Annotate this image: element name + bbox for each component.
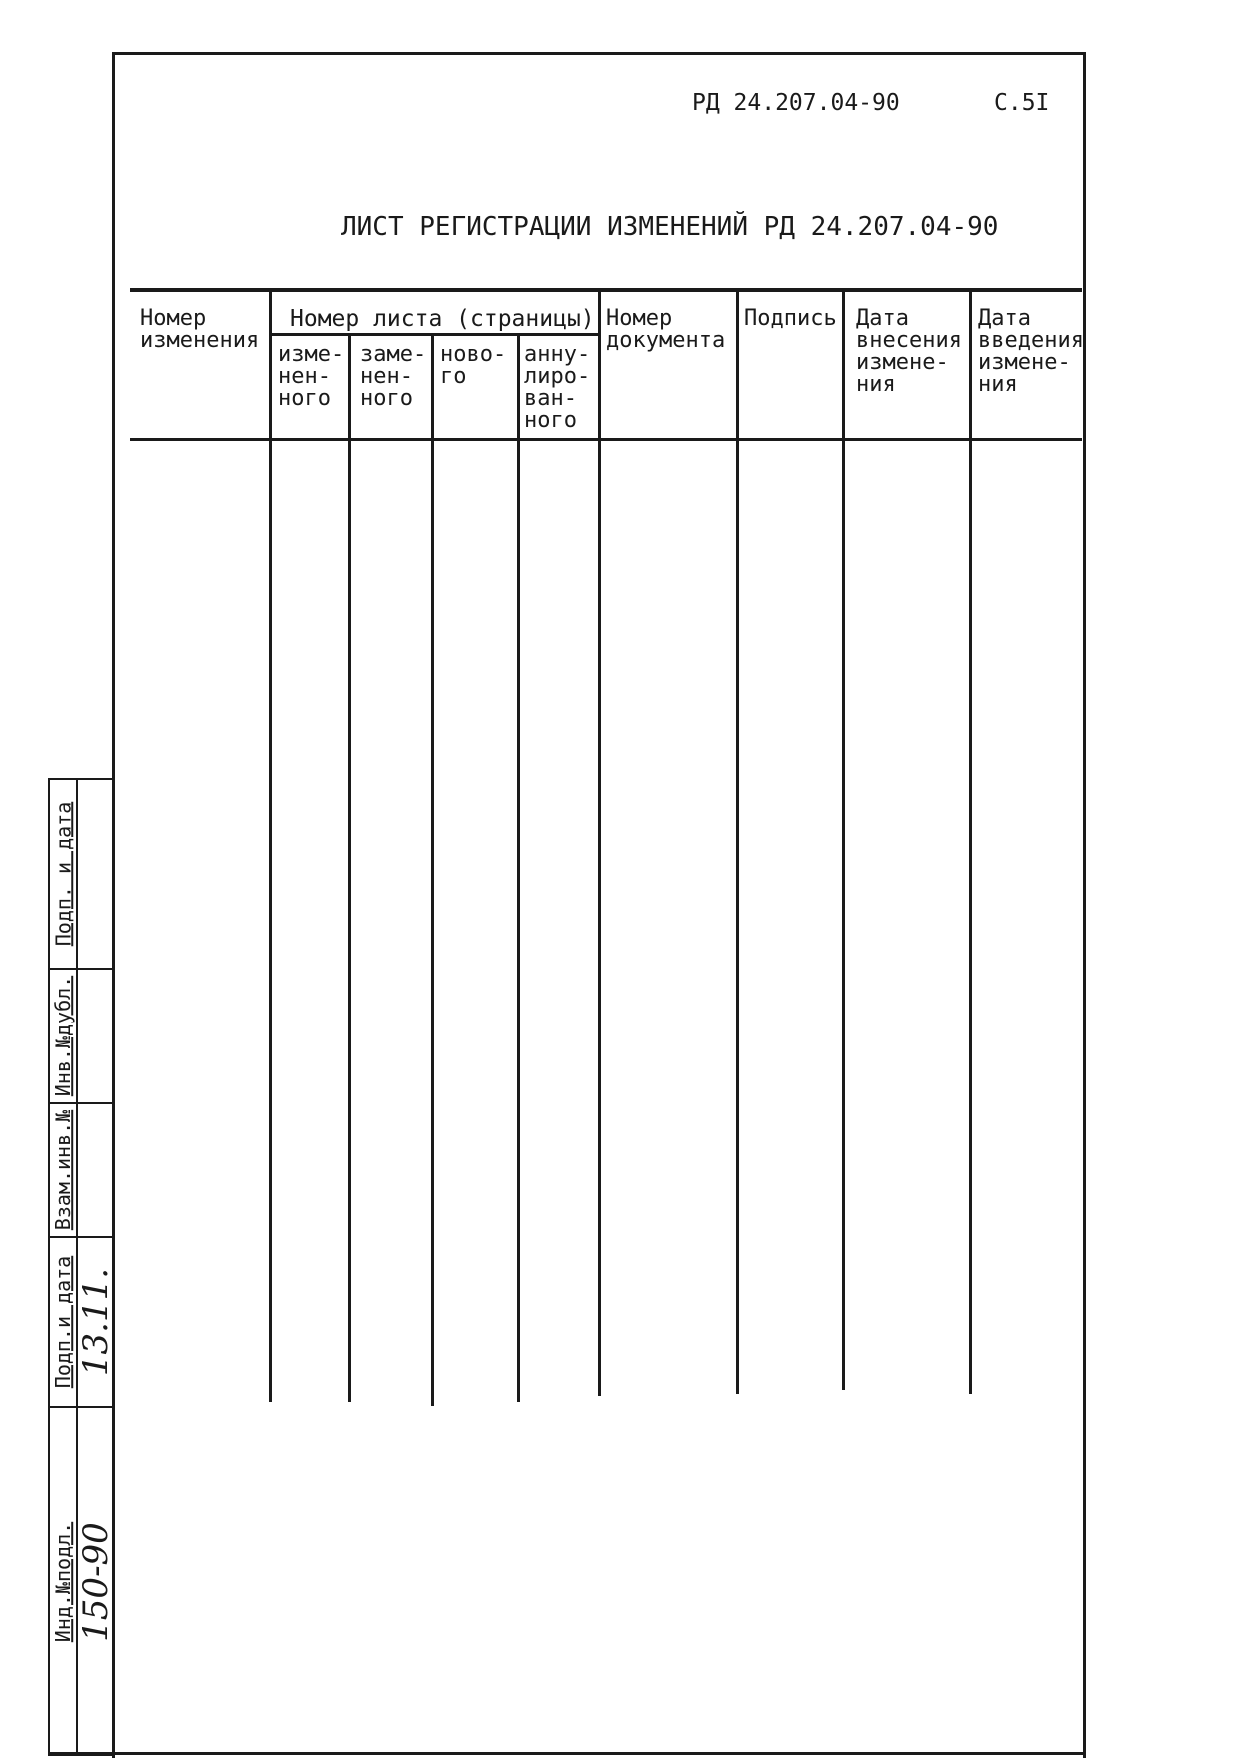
stamp-label-vzam-inv: Взам.инв.№	[51, 1109, 76, 1231]
col-divider-5	[598, 290, 601, 1396]
subheader-new: ново- го	[440, 342, 507, 389]
header-date-entry: Дата внесения измене- ния	[856, 306, 962, 397]
side-stamp	[48, 778, 114, 1756]
stamp-cell-inv-podl	[50, 1408, 76, 1756]
stamp-label-inv-dubl: Инв.№дубл.	[51, 975, 76, 1097]
frame-bottom	[48, 1752, 1086, 1755]
page-title: ЛИСТ РЕГИСТРАЦИИ ИЗМЕНЕНИЙ РД 24.207.04-90	[341, 212, 999, 242]
col-divider-1	[269, 290, 272, 1402]
col-divider-4	[517, 334, 520, 1402]
stamp-cell-inv-dubl	[50, 970, 76, 1102]
subheader-rule	[271, 333, 600, 336]
frame-top	[112, 52, 1086, 55]
header-change-number: Номер изменения	[140, 306, 260, 353]
page-number: С.5I	[994, 90, 1050, 116]
stamp-label-inv-podl: Инд.№подл.	[51, 1521, 76, 1643]
col-divider-8	[969, 290, 972, 1394]
handwritten-date: 13.11.	[76, 1267, 116, 1377]
stamp-cell-vzam-inv	[50, 1104, 76, 1236]
subheader-annulled: анну- лиро- ван- ного	[524, 342, 591, 433]
stamp-label-sign-date-top: Подп. и дата	[51, 801, 75, 947]
header-date-effective: Дата введения измене- ния	[978, 306, 1084, 397]
stamp-cell-handwritten-date	[78, 1238, 114, 1406]
header-sheet-number-group: Номер листа (страницы)	[290, 306, 595, 332]
stamp-cell-sign-date-top	[50, 780, 76, 968]
col-divider-2	[348, 334, 351, 1402]
stamp-cell-sign-date	[50, 1238, 76, 1406]
subheader-changed: изме- нен- ного	[278, 342, 345, 411]
col-divider-6	[736, 290, 739, 1394]
table-top-rule	[130, 288, 1082, 292]
header-signature: Подпись	[744, 306, 837, 331]
subheader-replaced: заме- нен- ного	[360, 342, 427, 411]
handwritten-number: 150-90	[76, 1522, 116, 1642]
col-divider-7	[842, 290, 845, 1390]
header-bottom-rule	[130, 438, 1082, 441]
header-document-number: Номер документа	[606, 306, 726, 353]
stamp-label-sign-date: Подп.и дата	[51, 1255, 76, 1389]
col-divider-3	[431, 334, 434, 1406]
stamp-cell-handwritten-number	[78, 1408, 114, 1756]
document-code: РД 24.207.04-90	[692, 90, 900, 116]
